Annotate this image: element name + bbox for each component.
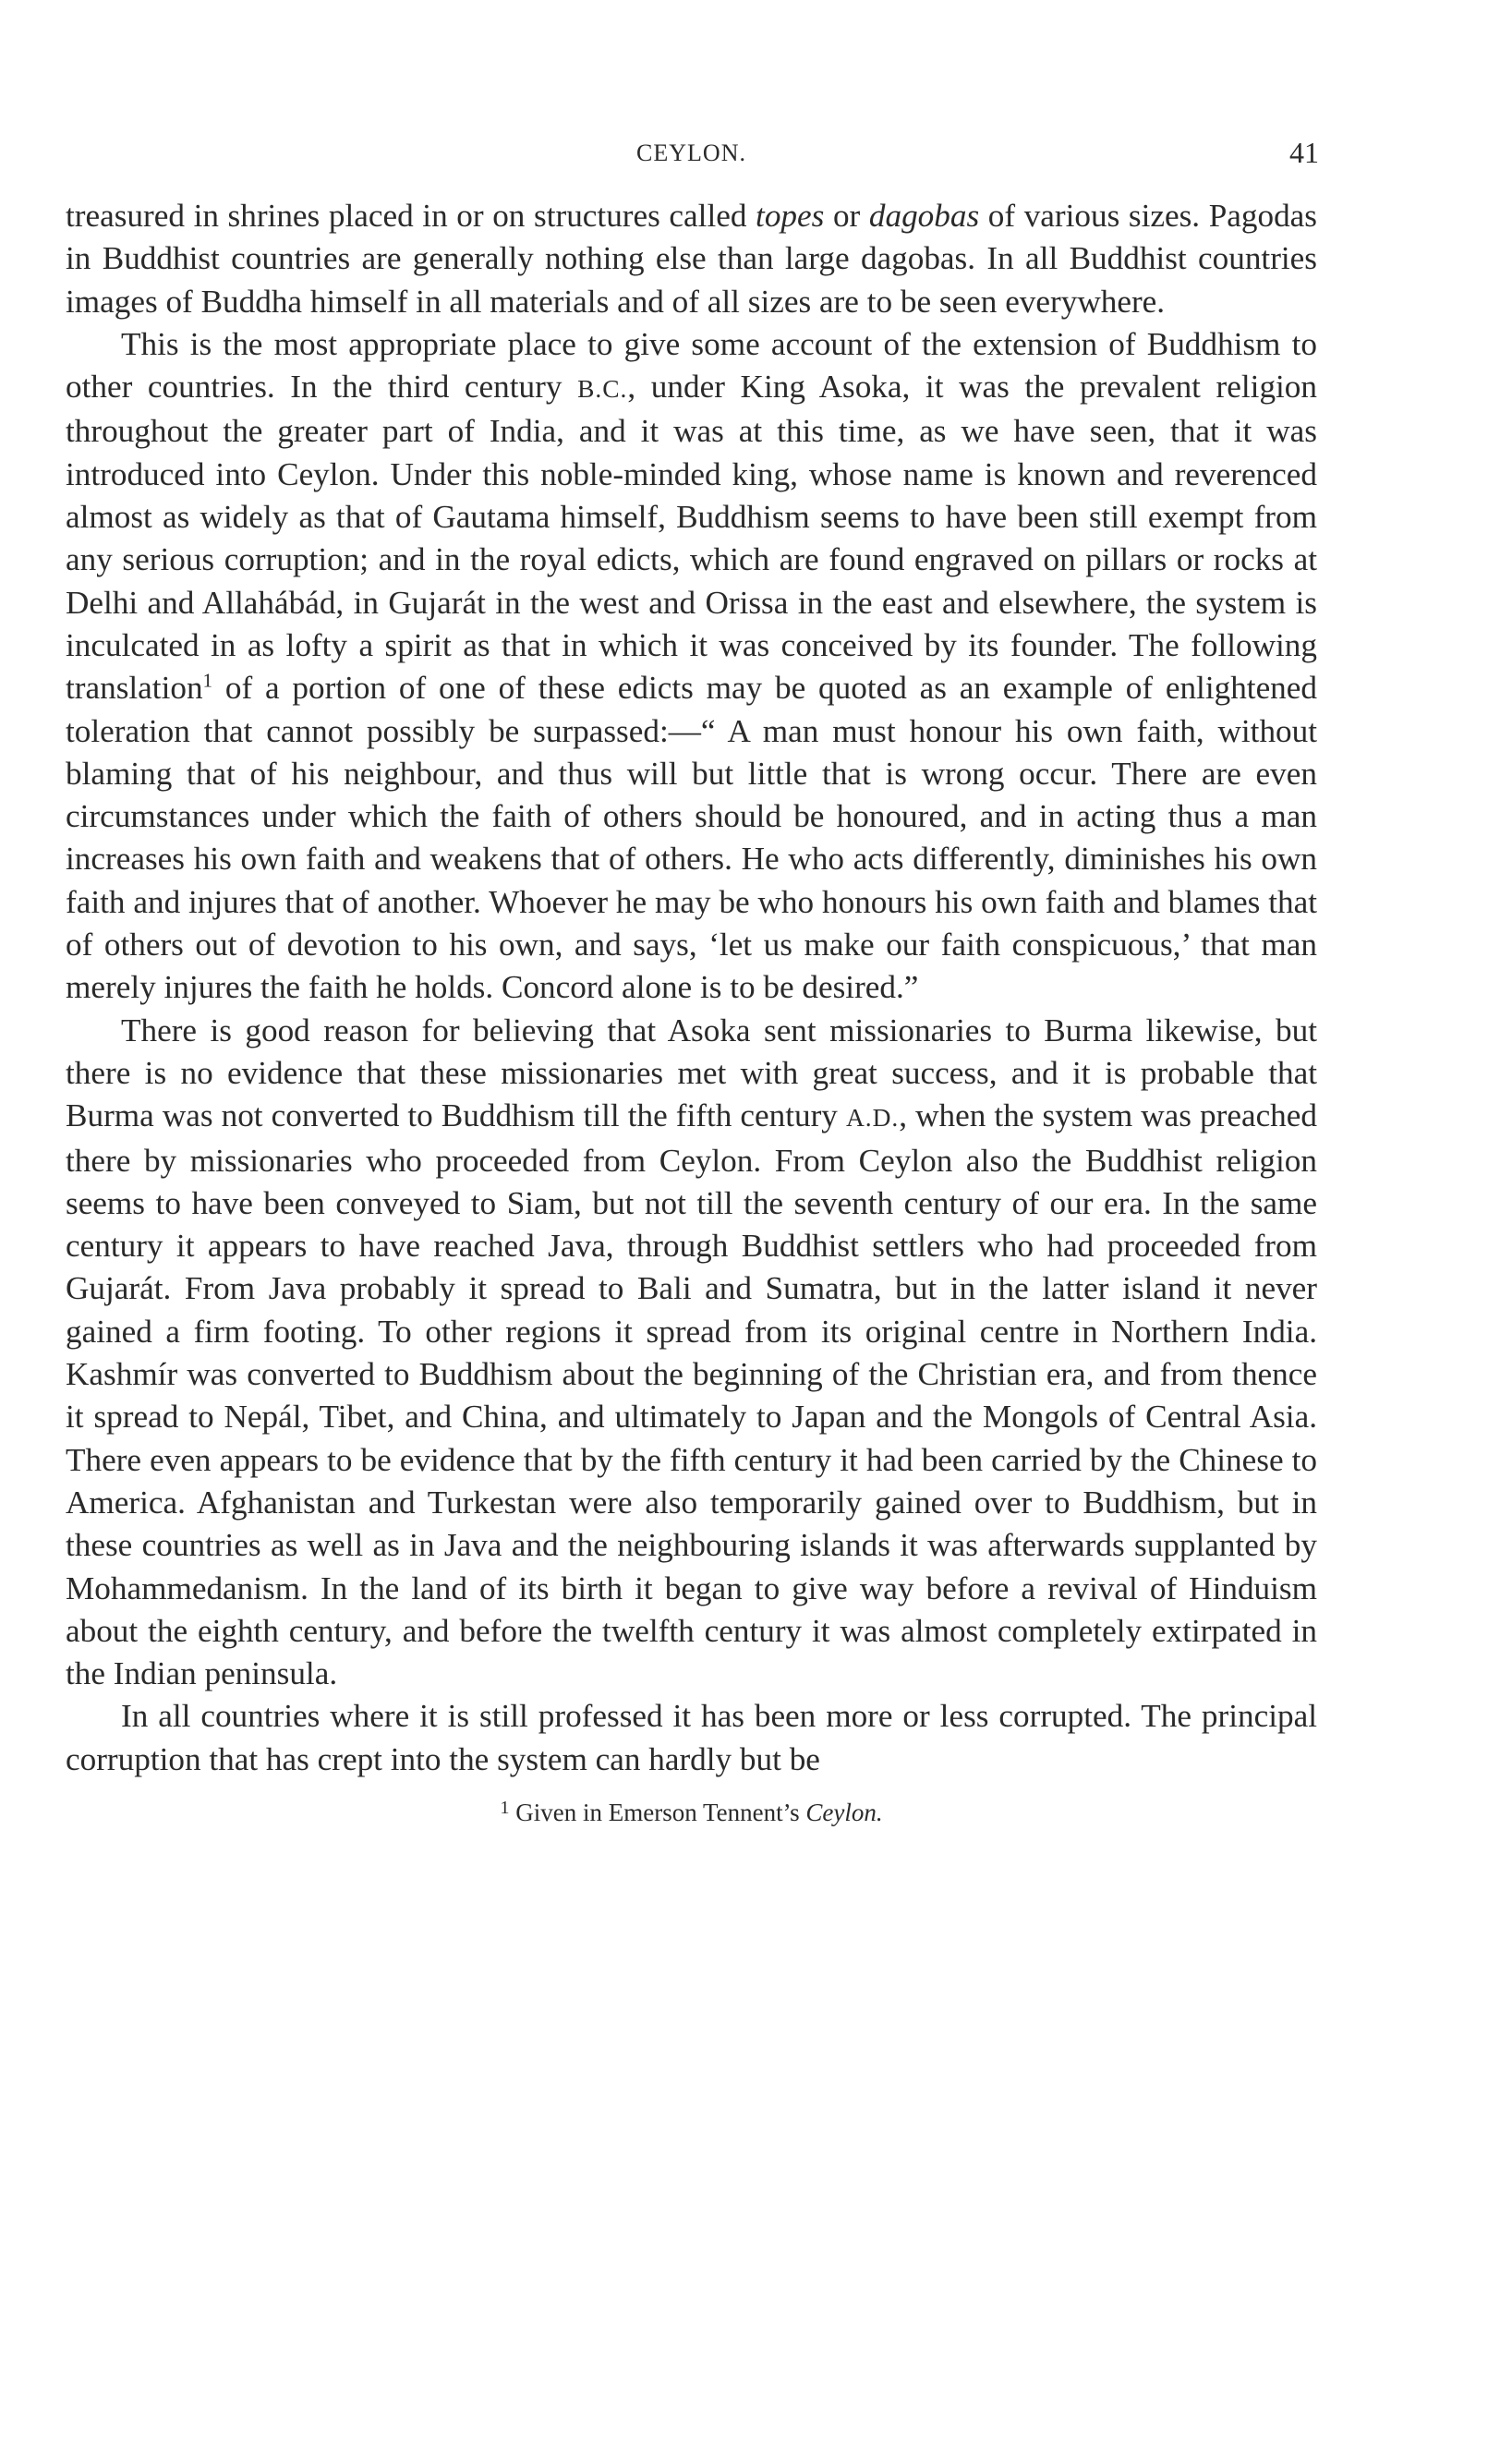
paragraph [66, 195, 1317, 323]
italic-term: dagobas [868, 198, 980, 234]
footnote-source: Ceylon. [805, 1799, 883, 1827]
running-head: CEYLON. [636, 139, 746, 166]
footnote [66, 1792, 1317, 1828]
page-number: 41 [1289, 136, 1319, 169]
text-segment: , when the system was preached there by missionaries who proceeded from Ceylon. From Ceylon also the Buddhist religion seems to have been conveyed to Siam, but not till the seventh century of our era. In the same century it appears to have reached Java, through Buddhist settlers who had proceeded from Gujarát. From Java probably it spread to Bali and Sumatra, but in the latter island it never gained a firm footing. To other regions it spread from its original centre in Northern India. Kashmír was converted to Buddhism about the beginning of the Christian era, and from thence it spread to Nepál, Tibet, and China, and ultimately to Japan and the Mongols of Central Asia. There even appears to be evidence that by the fifth century it had been carried by the Chinese to America. Afghanistan and Turkestan were also temporarily gained over to Buddhism, but in these countries as well as in Java and the neighbouring islands it was afterwards supplanted by Mohammedanism. In the land of its birth it began to give way before a revival of Hinduism about the eighth century, and before the twelfth century it was almost completely extirpated in the Indian peninsula. [66, 1097, 1317, 1692]
text-segment: treasured in shrines placed in or on structures called [66, 198, 756, 234]
italic-term: topes [756, 198, 825, 234]
paragraph [66, 1695, 1317, 1781]
paragraph [66, 323, 1317, 1010]
page-header [66, 134, 1317, 180]
text-segment: , under King Asoka, it was the prevalent religion throughout the greater part of India, and it was at this time, as we have seen, that it was introduced into Ceylon. Under this noble-minded king, whose name is known and reverenced almost as widely as that of Gautama himself, Buddhism seems to have been still exempt from any serious corruption; and in the royal edicts, which are found engraved on pillars or rocks at Delhi and Allahábád, in Gujarát in the west and Orissa in the east and elsewhere, the system is inculcated in as lofty a spirit as that in which it was conceived by its founder. The following translation [66, 369, 1317, 707]
footnote-marker: 1 [500, 1797, 510, 1818]
text-segment: of various sizes. Pagodas in Buddhist countries are generally nothing else than large dagobas. In all Buddhist countries images of Buddha himself in all materials and of all sizes are to be seen everywhere. [66, 198, 1317, 320]
paragraph [66, 1010, 1317, 1696]
text-segment: of a portion of one of these edicts may be quoted as an example of enlightened toleration that cannot possibly be surpassed:—“ A man must honour his own faith, without blaming that of his neighbour, and thus will but little that is wrong occur. There are even circumstances under which the faith of others should be honoured, and in acting thus a man increases his own faith and weakens that of others. He who acts differently, diminishes his own faith and injures that of another. Whoever he may be who honours his own faith and blames that of others out of devotion to his own, and says, ‘let us make our faith conspicuous,’ that man merely injures the faith he holds. Concord alone is to be desired.” [66, 670, 1317, 1006]
text-segment: There is good reason for believing that Asoka sent missionaries to Burma likewise, but there is no evidence that these missionaries met with great success, and it is probable that Burma was not converted to Buddhism till the fifth century [66, 1012, 1317, 1134]
text-segment: B.C. [577, 375, 628, 404]
footnote-text: Given in Emerson Tennent’s [509, 1799, 806, 1827]
footnote-reference: 1 [202, 669, 213, 692]
book-page [66, 134, 1317, 1828]
text-segment: In all countries where it is still professed it has been more or less corrupted. The principal corruption that has crept into the system can hardly but be [66, 1698, 1317, 1777]
text-segment: This is the most appropriate place to give some account of the extension of Buddhism to other countries. In the third century [66, 325, 1317, 406]
text-segment: or [824, 198, 869, 234]
text-segment: A.D. [845, 1104, 900, 1133]
body-text [66, 195, 1317, 1781]
